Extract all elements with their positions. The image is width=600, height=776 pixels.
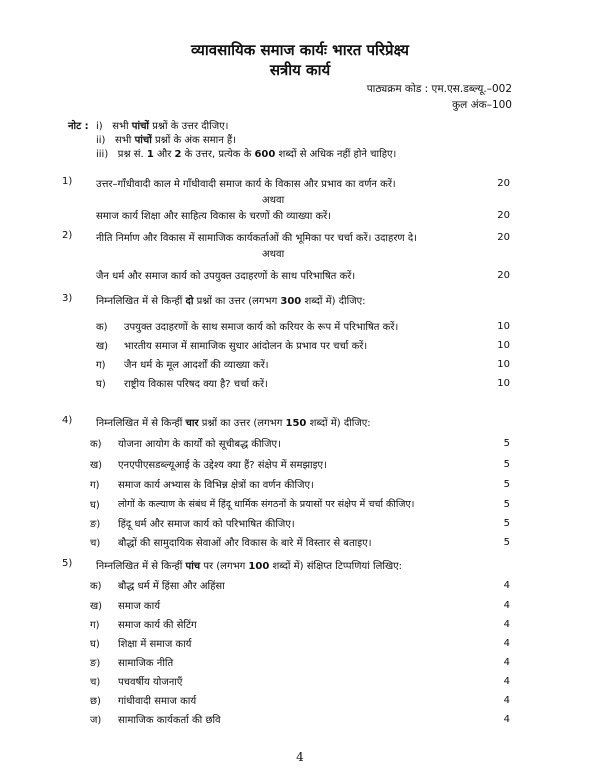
- sub-question-marks: 10: [497, 321, 510, 332]
- sub-question-label: घ): [90, 639, 100, 650]
- sub-question-marks: 5: [503, 459, 510, 470]
- question-marks: 20: [497, 270, 510, 281]
- sub-question-text: एनएपीएसडब्ल्यूआई के उद्देश्य क्या हैं? संक्षेप में समझाइए।: [118, 460, 327, 471]
- sub-question-label: ङ): [90, 658, 101, 669]
- question-text: निम्नलिखित में से किन्हीं दो प्रश्नों का उत्तर (लगभग 300 शब्दों में) दीजिए:: [96, 296, 366, 307]
- sub-question-label: ग): [90, 480, 100, 491]
- sub-question-text: बौद्ध धर्म में हिंसा और अहिंसा: [118, 581, 225, 592]
- question-text: निम्नलिखित में से किन्हीं चार प्रश्नों का उत्तर (लगभग 150 शब्दों में) दीजिए:: [96, 418, 371, 429]
- sub-question-text: सामाजिक नीति: [118, 658, 174, 669]
- question-text: नीति निर्माण और विकास में सामाजिक कार्यकर्ताओं की भूमिका पर चर्चा करें। उदाहरण दे।: [96, 233, 417, 244]
- sub-question-marks: 10: [497, 378, 510, 389]
- question-number: 2): [62, 230, 73, 241]
- or-separator: अथवा: [262, 195, 285, 206]
- total-marks: कुल अंक–100: [452, 99, 512, 111]
- sub-question-label: ज): [90, 715, 102, 726]
- sub-question-text: भारतीय समाज में सामाजिक सुधार आंदोलन के प्रभाव पर चर्चा करें।: [124, 341, 368, 352]
- sub-question-marks: 4: [503, 657, 510, 668]
- question-number: 1): [62, 176, 73, 187]
- sub-question-label: च): [90, 677, 101, 688]
- sub-question-marks: 4: [503, 600, 510, 611]
- sub-question-marks: 5: [503, 537, 510, 548]
- question-number: 4): [62, 415, 73, 426]
- sub-question-text: राष्ट्रीय विकास परिषद क्या है? चर्चा करें।: [124, 379, 268, 390]
- sub-question-marks: 5: [503, 518, 510, 529]
- sub-question-marks: 4: [503, 580, 510, 591]
- sub-question-label: च): [90, 538, 101, 549]
- sub-question-marks: 5: [503, 438, 510, 449]
- sub-question-text: समाज कार्य अभ्यास के विभिन्न क्षेत्रों का वर्णन कीजिए।: [118, 480, 314, 491]
- sub-question-text: पचवर्षीय योजनाएँ: [118, 677, 183, 688]
- sub-question-text: हिंदू धर्म और समाज कार्य को परिभाषित कीजिए।: [118, 519, 295, 530]
- question-text: जैन धर्म और समाज कार्य को उपयुक्त उदाहरणों के साथ परिभाषित करें।: [96, 271, 356, 282]
- sub-question-label: क): [90, 439, 102, 450]
- question-text: उत्तर–गाँधीवादी काल मे गाँधीवादी समाज कार्य के विकास और प्रभाव का वर्णन करें।: [96, 179, 396, 190]
- sub-question-text: योजना आयोग के कार्यों को सूचीबद्ध कीजिए।: [118, 439, 281, 450]
- note-label: नोट :: [68, 121, 89, 132]
- question-number: 5): [62, 558, 73, 569]
- note-item: i) सभी पांचों प्रश्नों के उत्तर दीजिए।: [96, 121, 229, 132]
- sub-question-marks: 4: [503, 695, 510, 706]
- sub-question-label: ङ): [90, 519, 101, 530]
- sub-question-marks: 5: [503, 499, 510, 510]
- sub-question-label: क): [96, 322, 108, 333]
- sub-question-text: बौद्धों की सामुदायिक सेवाओं और विकास के बारे में विस्तार से बताइए।: [118, 538, 372, 549]
- note-item: iii) प्रश्न सं. 1 और 2 के उत्तर, प्रत्येक के 600 शब्दों से अधिक नहीं होने चाहिए।: [96, 149, 397, 160]
- question-marks: 20: [497, 232, 510, 243]
- question-marks: 20: [497, 178, 510, 189]
- sub-question-text: उपयुक्त उदाहरणों के साथ समाज कार्य को करियर के रूप में परिभाषित करें।: [124, 322, 399, 333]
- sub-question-marks: 4: [503, 676, 510, 687]
- sub-question-label: ख): [96, 341, 109, 352]
- note-item: ii) सभी पांचों प्रश्नों के अंक समान हैं।: [96, 135, 237, 146]
- sub-question-text: समाज कार्य: [118, 601, 160, 612]
- page-number: 4: [296, 750, 304, 764]
- question-number: 3): [62, 293, 73, 304]
- course-code: पाठ्यक्रम कोड : एम.एस.डब्ल्यू.–002: [366, 83, 512, 95]
- sub-question-marks: 4: [503, 638, 510, 649]
- sub-question-marks: 4: [503, 714, 510, 725]
- sub-question-label: ख): [90, 460, 103, 471]
- sub-question-label: ग): [90, 620, 100, 631]
- sub-question-label: घ): [96, 379, 106, 390]
- sub-question-marks: 5: [503, 479, 510, 490]
- page-subtitle: सत्रीय कार्य: [269, 61, 331, 79]
- question-text: समाज कार्य शिक्षा और साहित्य विकास के चरणों की व्याख्या करें।: [96, 211, 332, 222]
- or-separator: अथवा: [262, 249, 285, 260]
- sub-question-label: ख): [90, 601, 103, 612]
- sub-question-text: समाज कार्य की सेटिंग: [118, 620, 197, 631]
- sub-question-marks: 10: [497, 340, 510, 351]
- sub-question-label: छ): [90, 696, 101, 707]
- sub-question-text: सामाजिक कार्यकर्ता की छवि: [118, 715, 221, 726]
- sub-question-marks: 10: [497, 359, 510, 370]
- sub-question-label: ग): [96, 360, 106, 371]
- sub-question-text: गांधीवादी समाज कार्य: [118, 696, 197, 707]
- question-marks: 20: [497, 210, 510, 221]
- sub-question-text: लोगों के कल्याण के संबंध में हिंदू धार्मिक संगठनों के प्रयासों पर संक्षेप में चर्चा कीजिए।: [118, 499, 415, 510]
- sub-question-text: जैन धर्म के मूल आदर्शों की व्याख्या करें।: [124, 360, 269, 371]
- page-title: व्यावसायिक समाज कार्यः भारत परिप्रेक्ष्य: [191, 41, 409, 59]
- question-text: निम्नलिखित में से किन्हीं पांच पर (लगभग 100 शब्दों में) संक्षिप्त टिप्पणियां लिखिए:: [96, 561, 403, 572]
- sub-question-label: क): [90, 581, 102, 592]
- sub-question-text: शिक्षा में समाज कार्य: [118, 639, 192, 650]
- sub-question-marks: 4: [503, 619, 510, 630]
- sub-question-label: घ): [90, 500, 100, 511]
